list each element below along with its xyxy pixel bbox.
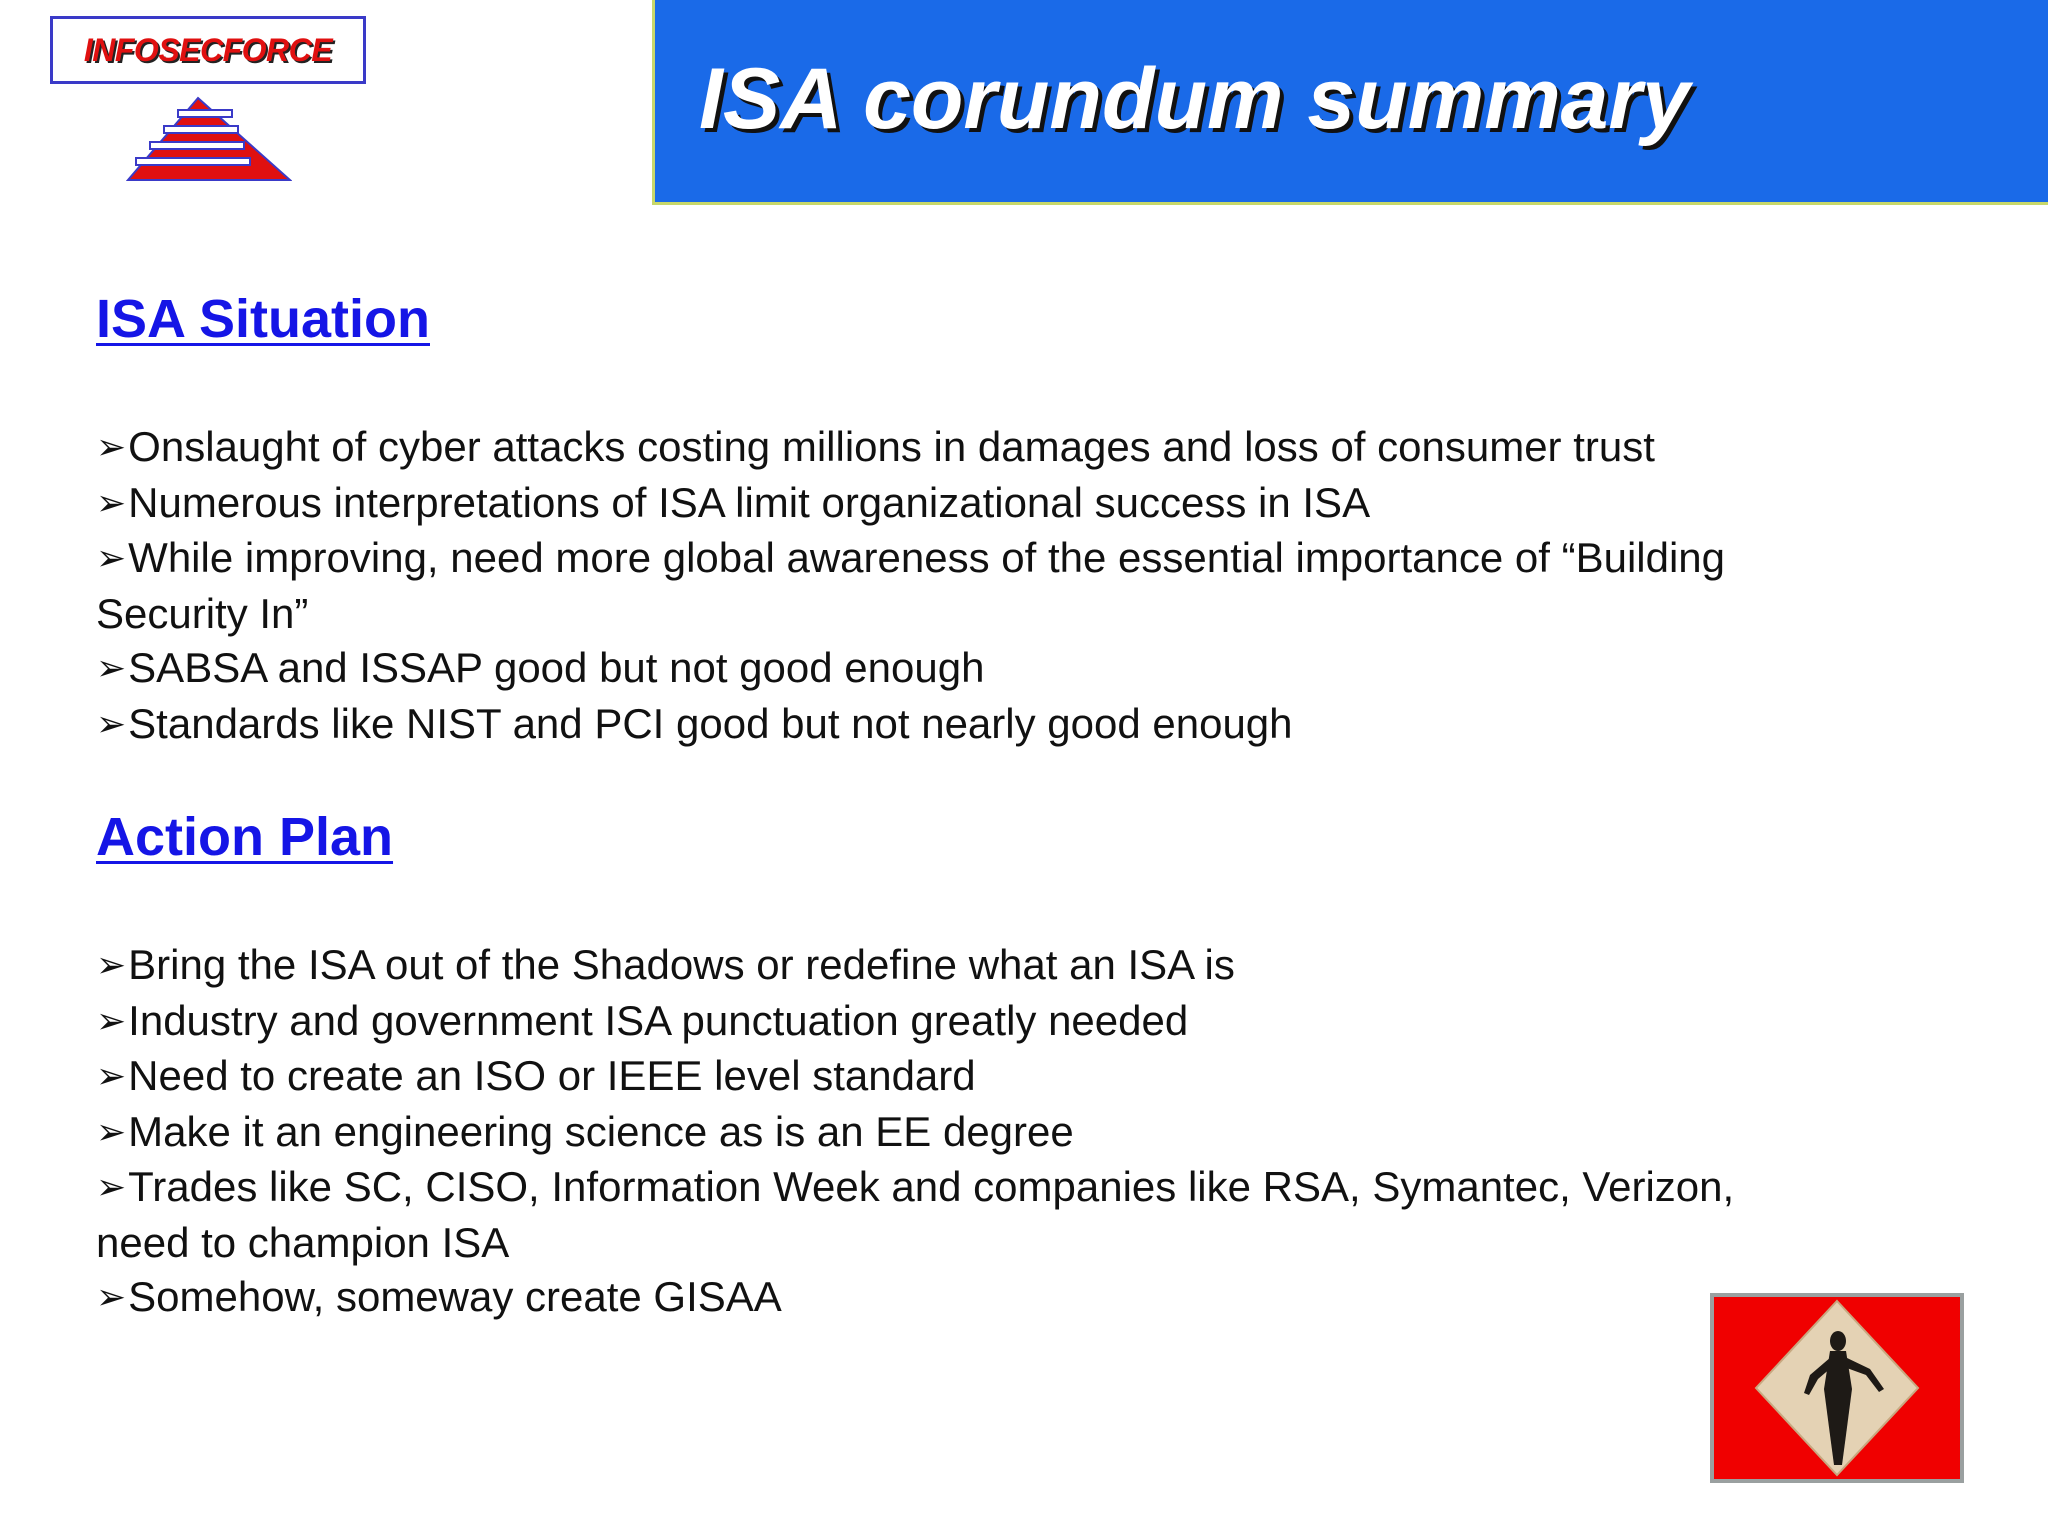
isa-situation-list [96,420,1796,752]
bullet-text: While improving, need more global awareness of the essential importance of “Building Security In” [96,534,1726,637]
title-banner [652,0,2048,205]
arrowhead-bullet-icon: ➢ [96,1111,127,1153]
arrowhead-bullet-icon: ➢ [96,538,127,579]
bullet-text: Need to create an ISO or IEEE level standard [128,1052,976,1099]
arrowhead-bullet-icon: ➢ [96,703,127,745]
list-item [96,1270,1796,1326]
list-item [96,1049,1796,1105]
shadow-figure-badge [1710,1293,1964,1483]
arrowhead-bullet-icon: ➢ [96,1000,127,1042]
list-item [96,476,1796,532]
arrowhead-bullet-icon: ➢ [96,1277,127,1318]
list-item [96,420,1796,476]
list-item [96,531,1796,641]
arrowhead-bullet-icon: ➢ [96,1167,127,1208]
bullet-text: Onslaught of cyber attacks costing millions in damages and loss of consumer trust [128,423,1655,470]
arrowhead-bullet-icon: ➢ [96,482,127,524]
list-item [96,1160,1796,1270]
list-item [96,938,1796,994]
list-item [96,697,1796,753]
action-plan-list [96,938,1796,1326]
logo-text: INFOSECFORCE [83,31,333,68]
isa-situation-heading: ISA Situation [96,289,430,349]
bullet-text: SABSA and ISSAP good but not good enough [128,644,985,691]
bullet-text: Trades like SC, CISO, Information Week and companies like RSA, Symantec, Verizon, need to champion ISA [96,1163,1735,1266]
company-logo [50,16,366,84]
list-item [96,994,1796,1050]
bullet-text: Standards like NIST and PCI good but not nearly good enough [128,699,1293,747]
bullet-text: Bring the ISA out of the Shadows or redefine what an ISA is [128,941,1235,988]
list-item [96,641,1796,697]
action-plan-heading: Action Plan [96,807,394,867]
pyramid-logo-icon [126,96,292,182]
bullet-text: Industry and government ISA punctuation greatly needed [128,996,1189,1044]
bullet-text: Numerous interpretations of ISA limit organizational success in ISA [128,478,1371,526]
arrowhead-bullet-icon: ➢ [96,427,127,468]
arrowhead-bullet-icon: ➢ [96,648,127,689]
shadow-figure-diamond-icon [1714,1297,1960,1479]
bullet-text: Make it an engineering science as is an EE degree [128,1107,1074,1155]
slide-title: ISA corundum summary [699,51,1690,147]
bullet-text: Somehow, someway create GISAA [128,1273,782,1320]
list-item [96,1105,1796,1161]
arrowhead-bullet-icon: ➢ [96,945,127,986]
arrowhead-bullet-icon: ➢ [96,1056,127,1097]
